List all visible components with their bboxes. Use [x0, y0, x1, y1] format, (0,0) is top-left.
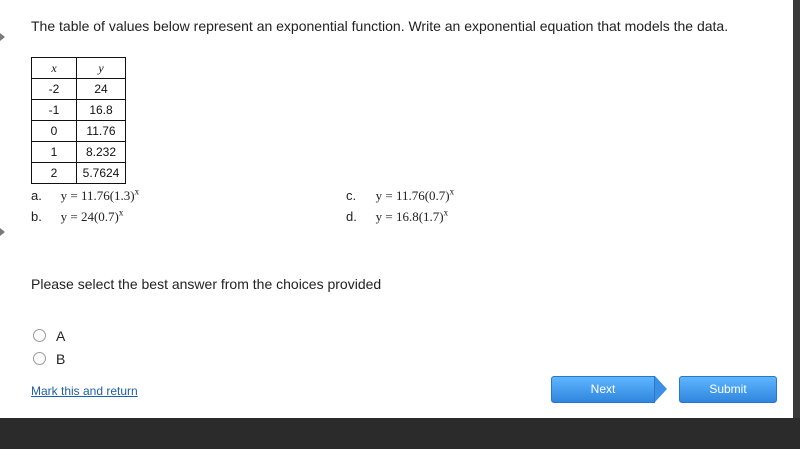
- choice-letter: a.: [31, 188, 42, 204]
- choice-letter: c.: [346, 188, 357, 204]
- table-cell: -1: [32, 100, 77, 121]
- option-a[interactable]: [33, 328, 65, 344]
- choice-a: [31, 187, 139, 204]
- side-arrow-icon: [0, 228, 5, 236]
- table-row: [32, 79, 126, 100]
- table-cell: 1: [32, 142, 77, 163]
- choice-equation: $y = 16.8(1.7)^x$: [375, 208, 449, 225]
- option-label: A: [56, 328, 66, 344]
- table-cell: 0: [32, 121, 77, 142]
- choice-equation: $y = 11.76(0.7)^x$: [375, 187, 455, 204]
- mark-and-return-link[interactable]: Mark this and return: [31, 384, 138, 398]
- option-b[interactable]: [33, 351, 65, 367]
- instruction-text: Please select the best answer from the choices provided: [31, 276, 382, 292]
- column-header-x: x: [32, 58, 77, 79]
- question-text: The table of values below represent an exponential function. Write an exponential equation that models the data.: [31, 18, 729, 34]
- radio-button[interactable]: [33, 352, 46, 365]
- option-label: B: [56, 351, 66, 367]
- table-cell: 16.8: [77, 100, 126, 121]
- table-row: [32, 163, 126, 184]
- table-cell: 2: [32, 163, 77, 184]
- choice-c: [346, 187, 454, 204]
- table-row: [32, 100, 126, 121]
- radio-button[interactable]: [33, 329, 46, 342]
- table-cell: 5.7624: [77, 163, 126, 184]
- table-cell: 8.232: [77, 142, 126, 163]
- choice-equation: $y = 11.76(1.3)^x$: [60, 187, 140, 204]
- choice-equation: $y = 24(0.7)^x$: [60, 208, 124, 225]
- table-row: [32, 121, 126, 142]
- table-header-row: [32, 58, 126, 79]
- table-row: [32, 142, 126, 163]
- column-header-y: y: [77, 58, 126, 79]
- table-cell: 11.76: [77, 121, 126, 142]
- table-cell: -2: [32, 79, 77, 100]
- choice-d: [346, 208, 448, 225]
- choice-letter: d.: [346, 209, 357, 225]
- table-cell: 24: [77, 79, 126, 100]
- values-table: [31, 57, 126, 184]
- scrollbar[interactable]: [793, 0, 800, 418]
- submit-button[interactable]: Submit: [679, 376, 777, 403]
- next-button[interactable]: Next: [551, 376, 655, 403]
- side-arrow-icon: [0, 33, 5, 41]
- choice-b: [31, 208, 123, 225]
- choice-letter: b.: [31, 209, 42, 225]
